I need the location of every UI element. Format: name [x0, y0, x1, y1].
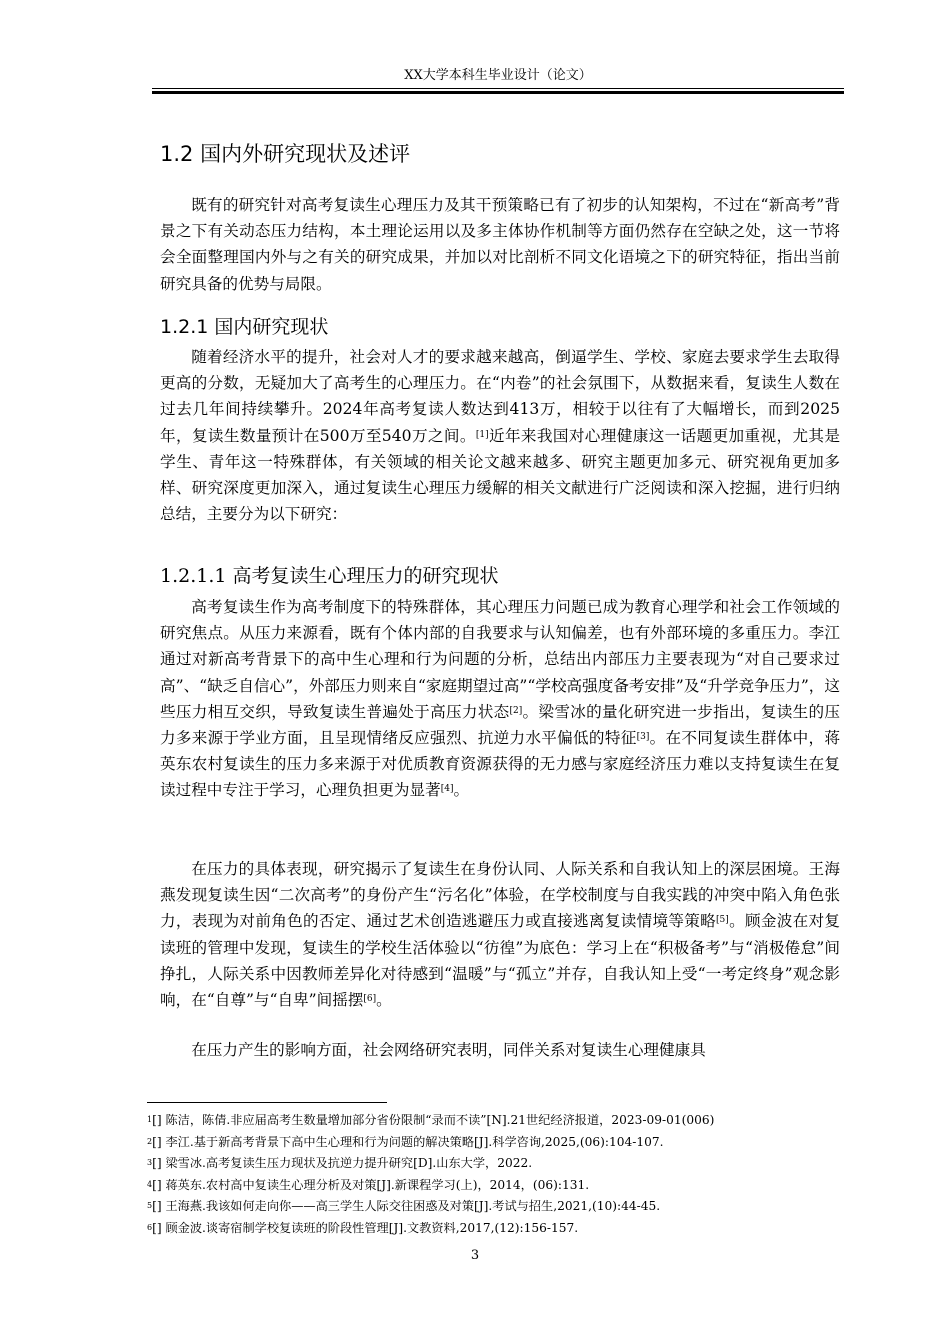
paragraph-text: 。: [376, 991, 392, 1010]
footnote-mark: 3: [147, 1158, 153, 1167]
running-header: XX大学本科生毕业设计（论文）: [404, 68, 592, 83]
paragraph-text: 高考复读生作为高考制度下的特殊群体，其心理压力问题已成为教育心理学和社会工作领域的研究焦点。从压力来源看，既有个体内部的自我要求与认知偏差，也有外部环境的多重压力。李江通过对新高考背景下的高中生心理和行为问题的分析，总结出内部压力主要表现为“对自己要求过高”、“缺乏自信心”，外部压力则来自“家庭期望过高”“学校高强度备考安排”及“升学竞争压力”，这些压力相互交织，导致复读生普遍处于高压力状态: [160, 598, 840, 721]
footnote-text: [] 梁雪冰.高考复读生压力现状及抗逆力提升研究[D].山东大学，2022.: [152, 1156, 533, 1170]
footnote: [147, 1175, 847, 1197]
footnote-text: [] 王海燕.我该如何走向你——高三学生人际交往困惑及对策[J].考试与招生,2021,(10):44-45.: [152, 1199, 661, 1213]
stress-manifestation-paragraph: [160, 856, 840, 1013]
header-rule-thick: [152, 91, 844, 94]
stress-sources-paragraph: [160, 594, 840, 804]
footnote-text: [] 陈洁，陈倩.非应届高考生数量增加部分省份限制“录而不读”[N].21世纪经济报道，2023-09-01(006): [152, 1113, 715, 1127]
footnote: [147, 1196, 847, 1218]
paragraph-text: 在压力的具体表现，研究揭示了复读生在身份认同、人际关系和自我认知上的深层困境。王海燕发现复读生因“二次高考”的身份产生“污名化”体验，在学校制度与自我实践的冲突中陷入角色张力，表现为对前角色的否定、通过艺术创造逃避压力或直接逃离复读情境等策略: [160, 860, 840, 931]
footnote-mark: 1: [147, 1115, 153, 1124]
page-number: 3: [470, 1248, 480, 1263]
paragraph-text: 。: [453, 781, 470, 800]
citation-mark: [6]: [363, 994, 377, 1005]
subsection-paragraph: [160, 344, 840, 527]
footnote-separator: [147, 1102, 387, 1103]
footnote-text: [] 李江.基于新高考背景下高中生心理和行为问题的解决策略[J].科学咨询,2025,(06):104-107.: [152, 1134, 664, 1149]
citation-mark: [1]: [475, 429, 489, 440]
stress-impact-paragraph: 在压力产生的影响方面，社会网络研究表明，同伴关系对复读生心理健康具: [191, 1041, 706, 1059]
subsubsection-heading: 1.2.1.1 高考复读生心理压力的研究现状: [160, 565, 499, 587]
citation-mark: [4]: [440, 784, 454, 795]
paragraph-text: 。梁雪冰的量化研究进一步指出，复读生的压力多来源于学业方面，且呈现情绪反应强烈、抗逆力水平偏低的特征: [160, 702, 840, 748]
footnote: [147, 1153, 847, 1175]
paragraph-text: 。顾金波在对复读班的管理中发现，复读生的学校生活体验以“彷徨”为底色：学习上在“积极备考”与“消极倦怠”间挣扎，人际关系中因教师差异化对待感到“温暖”与“孤立”并存，自我认知上受“一考定终身”观念影响，在“自尊”与“自卑”间摇摆: [160, 912, 840, 1010]
citation-mark: [3]: [636, 732, 650, 743]
footnote-mark: 4: [147, 1179, 153, 1189]
section-heading: 1.2 国内外研究现状及述评: [160, 142, 411, 166]
footnote-mark: 6: [147, 1222, 153, 1232]
header-rule-thin: [152, 88, 844, 89]
footnote-mark: 5: [147, 1201, 153, 1210]
footnote: [147, 1110, 847, 1132]
subsection-heading: 1.2.1 国内研究现状: [160, 316, 329, 338]
footnote: [147, 1132, 847, 1154]
footnotes: [147, 1110, 847, 1239]
paragraph-text: 近年来我国对心理健康这一话题更加重视，尤其是学生、青年这一特殊群体，有关领域的相关论文越来越多、研究主题更加多元、研究视角更加多样、研究深度更加深入，通过复读生心理压力缓解的相关文献进行广泛阅读和深入挖掘，进行归纳总结，主要分为以下研究：: [160, 426, 840, 524]
citation-mark: [5]: [716, 915, 729, 926]
footnote-text: [] 顾金波.谈寄宿制学校复读班的阶段性管理[J].文教资料,2017,(12):156-157.: [152, 1220, 579, 1235]
footnote-mark: 2: [147, 1136, 153, 1146]
paragraph-text: 。在不同复读生群体中，蒋英东农村复读生的压力多来源于对优质教育资源获得的无力感与家庭经济压力难以支持复读生在复读过程中专注于学习，心理负担更为显著: [160, 729, 840, 800]
citation-mark: [2]: [509, 705, 523, 716]
footnote-text: [] 蒋英东.农村高中复读生心理分析及对策[J].新课程学习(上)，2014，(06):131.: [152, 1177, 590, 1192]
section-intro-paragraph: 既有的研究针对高考复读生心理压力及其干预策略已有了初步的认知架构，不过在“新高考”背景之下有关动态压力结构，本土理论运用以及多主体协作机制等方面仍然存在空缺之处，这一节将会全面整理国内外与之有关的研究成果，并加以对比剖析不同文化语境之下的研究特征，指出当前研究具备的优势与局限。: [160, 196, 840, 293]
footnote: [147, 1218, 847, 1240]
paragraph-text: 随着经济水平的提升，社会对人才的要求越来越高，倒逼学生、学校、家庭去要求学生去取得更高的分数，无疑加大了高考生的心理压力。在“内卷”的社会氛围下，从数据来看，复读生人数在过去几年间持续攀升。2024年高考复读人数达到413万，相较于以往有了大幅增长，而到2025年，复读生数量预计在500万至540万之间。: [160, 348, 840, 445]
